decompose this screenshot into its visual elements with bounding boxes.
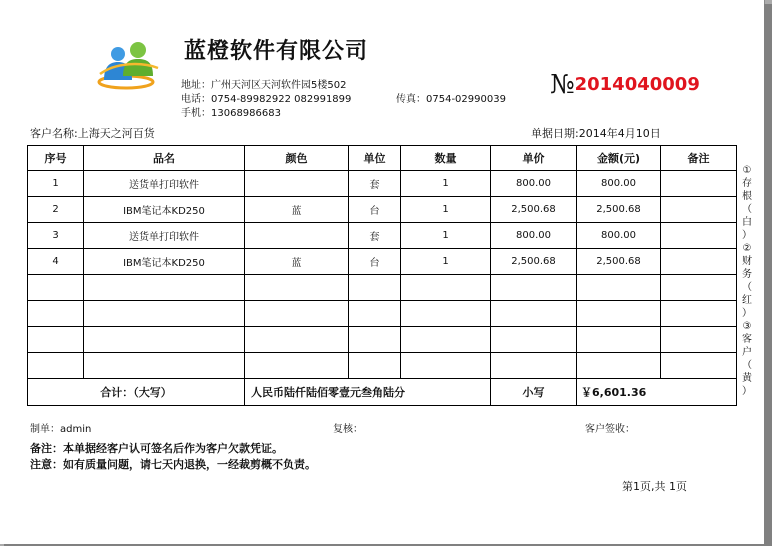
company-fax: 传真：0754-02990039 — [396, 94, 506, 105]
customer-field — [30, 125, 155, 141]
side-char: 户 — [742, 347, 752, 358]
cell-amount — [577, 275, 661, 301]
table-row-empty — [28, 275, 737, 301]
copy-distribution-note — [740, 164, 754, 398]
cell-amount: 800.00 — [577, 171, 661, 197]
header-remark: 备注 — [661, 146, 737, 171]
cell-unit: 套 — [349, 223, 401, 249]
company-phone: 电话：0754-89982922 082991899 — [181, 94, 352, 105]
cell-remark — [661, 301, 737, 327]
cell-price — [491, 327, 577, 353]
maker-field: 制单：admin — [30, 424, 92, 435]
cell-unit — [349, 301, 401, 327]
table-row-empty — [28, 301, 737, 327]
header-amount: 金额(元) — [577, 146, 661, 171]
header-color: 颜色 — [245, 146, 349, 171]
document-number-value: 2014040009 — [574, 74, 700, 95]
cell-price: 800.00 — [491, 171, 577, 197]
cell-product: 送货单打印软件 — [84, 171, 245, 197]
side-char: 存 — [742, 178, 752, 189]
side-char: 红 — [742, 295, 752, 306]
cell-color: 蓝 — [245, 249, 349, 275]
side-char: 白 — [742, 217, 752, 228]
cell-color — [245, 223, 349, 249]
side-char: 根 — [742, 191, 752, 202]
cell-unit: 套 — [349, 171, 401, 197]
total-label: 合计：（大写） — [28, 379, 245, 406]
cell-index: 3 — [28, 223, 84, 249]
table-row — [28, 197, 737, 223]
items-table — [27, 145, 737, 406]
cell-color — [245, 275, 349, 301]
table-header-row — [28, 146, 737, 171]
cell-color — [245, 327, 349, 353]
side-char: ① — [742, 165, 752, 176]
header-quantity: 数量 — [401, 146, 491, 171]
side-char: 黄 — [742, 373, 752, 384]
cell-unit: 台 — [349, 197, 401, 223]
cell-color — [245, 301, 349, 327]
cell-price — [491, 353, 577, 379]
cell-quantity — [401, 275, 491, 301]
cell-index — [28, 353, 84, 379]
table-row-empty — [28, 353, 737, 379]
table-row — [28, 223, 737, 249]
date-label: 单据日期: — [531, 127, 579, 140]
cell-amount — [577, 327, 661, 353]
cell-quantity — [401, 327, 491, 353]
cell-unit — [349, 327, 401, 353]
warning-note: 注意：如有质量问题，请七天内退换，一经裁剪概不负责。 — [30, 458, 316, 471]
cell-product — [84, 301, 245, 327]
cell-price: 2,500.68 — [491, 249, 577, 275]
header-product: 品名 — [84, 146, 245, 171]
header-index: 序号 — [28, 146, 84, 171]
page-shadow-right — [764, 4, 772, 546]
side-char: （ — [742, 204, 752, 215]
cell-amount — [577, 353, 661, 379]
cell-unit — [349, 275, 401, 301]
cell-index — [28, 301, 84, 327]
side-char: ） — [742, 386, 752, 397]
date-value: 2014年4月10日 — [578, 127, 661, 140]
cell-index: 2 — [28, 197, 84, 223]
cell-index: 1 — [28, 171, 84, 197]
cell-price: 800.00 — [491, 223, 577, 249]
cell-index — [28, 275, 84, 301]
cell-remark — [661, 249, 737, 275]
cell-product: 送货单打印软件 — [84, 223, 245, 249]
page-indicator: 第1页,共 1页 — [622, 480, 687, 493]
review-field: 复核： — [333, 424, 363, 435]
total-amount-words: 人民币陆仟陆佰零壹元叁角陆分 — [245, 379, 491, 406]
cell-remark — [661, 327, 737, 353]
cell-color: 蓝 — [245, 197, 349, 223]
company-mobile: 手机：13068986683 — [181, 108, 281, 119]
cell-amount: 2,500.68 — [577, 197, 661, 223]
side-char: ② — [742, 243, 752, 254]
side-char: 财 — [742, 256, 752, 267]
cell-amount: 2,500.68 — [577, 249, 661, 275]
cell-index: 4 — [28, 249, 84, 275]
cell-remark — [661, 223, 737, 249]
cell-price — [491, 275, 577, 301]
cell-price — [491, 301, 577, 327]
header-unit: 单位 — [349, 146, 401, 171]
side-char: 客 — [742, 334, 752, 345]
header-price: 单价 — [491, 146, 577, 171]
side-char: （ — [742, 360, 752, 371]
cell-unit: 台 — [349, 249, 401, 275]
cell-remark — [661, 275, 737, 301]
cell-price: 2,500.68 — [491, 197, 577, 223]
sign-field: 客户签收： — [585, 424, 635, 435]
cell-product: IBM笔记本KD250 — [84, 197, 245, 223]
side-char: （ — [742, 282, 752, 293]
side-char: ） — [742, 308, 752, 319]
number-symbol: № — [550, 70, 575, 100]
users-logo-icon — [96, 38, 162, 90]
total-small-label: 小写 — [491, 379, 577, 406]
cell-product — [84, 353, 245, 379]
table-row — [28, 171, 737, 197]
company-address: 地址：广州天河区天河软件园5楼502 — [181, 80, 347, 91]
table-row-empty — [28, 327, 737, 353]
total-row — [28, 379, 737, 406]
cell-quantity: 1 — [401, 223, 491, 249]
cell-product — [84, 327, 245, 353]
cell-quantity: 1 — [401, 249, 491, 275]
cell-quantity — [401, 353, 491, 379]
cell-amount — [577, 301, 661, 327]
cell-quantity: 1 — [401, 171, 491, 197]
cell-product — [84, 275, 245, 301]
cell-remark — [661, 353, 737, 379]
cell-remark — [661, 171, 737, 197]
cell-color — [245, 353, 349, 379]
cell-product: IBM笔记本KD250 — [84, 249, 245, 275]
cell-amount: 800.00 — [577, 223, 661, 249]
company-name: 蓝橙软件有限公司 — [184, 39, 369, 64]
side-char: ） — [742, 230, 752, 241]
date-field — [531, 125, 661, 141]
side-char: 务 — [742, 269, 752, 280]
cell-index — [28, 327, 84, 353]
customer-label: 客户名称: — [30, 127, 78, 140]
cell-quantity: 1 — [401, 197, 491, 223]
side-char: ③ — [742, 321, 752, 332]
cell-unit — [349, 353, 401, 379]
cell-color — [245, 171, 349, 197]
document-number — [550, 70, 700, 100]
cell-remark — [661, 197, 737, 223]
total-amount: ￥6,601.36 — [577, 379, 737, 406]
cell-quantity — [401, 301, 491, 327]
table-row — [28, 249, 737, 275]
remark-note: 备注：本单据经客户认可签名后作为客户欠款凭证。 — [30, 442, 283, 455]
customer-name: 上海天之河百货 — [77, 127, 155, 140]
